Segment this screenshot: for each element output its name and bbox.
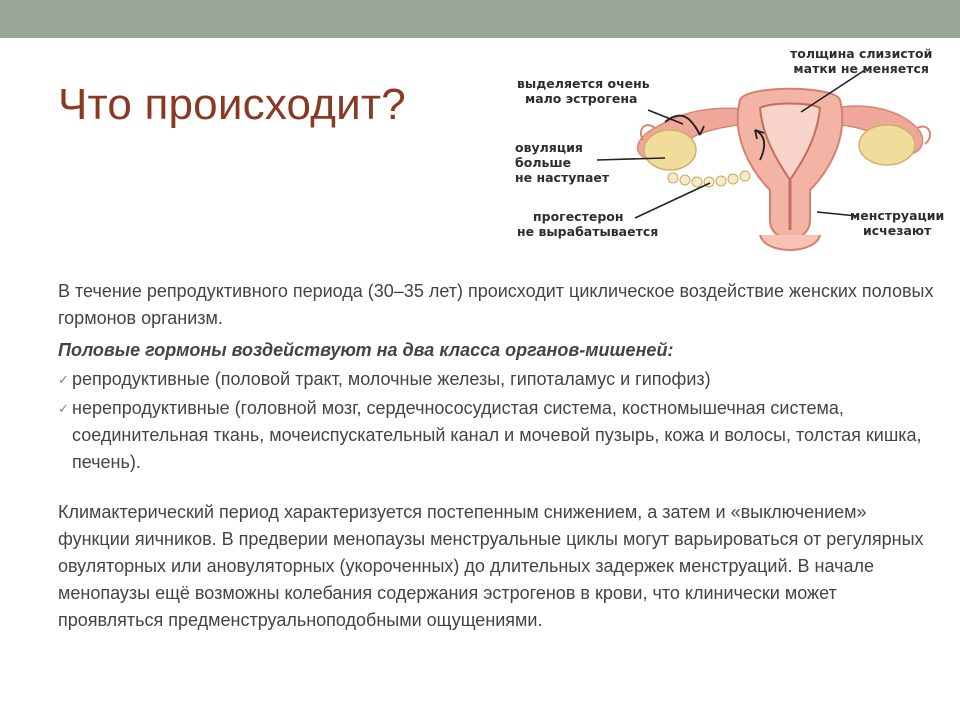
check-icon: ✓ [58,372,69,387]
slide-title: Что происходит? [58,80,406,129]
header-band [0,0,960,38]
intro-paragraph: В течение репродуктивного периода (30–35 лет) происходит циклическое воздействие женских половых гормонов организм. [58,281,934,328]
climacteric-paragraph: Климактерический период характеризуется постепенным снижением, а затем и «выключением» функции яичников. В предверии менопаузы менструальные циклы могут варьироваться от регулярных овуляторных или ановуляторных (укороченных) до длительных задержек менструаций. В начале менопаузы ещё возможны колебания содержания эстрогенов в крови, что клинически может проявляться предменструальноподобными ощущениями. [58,502,924,630]
label-estrogen: выделяется очень мало эстрогена [517,76,650,106]
subheading: Половые гормоны воздействуют на два класса органов-мишеней: [58,340,674,360]
bullet-reproductive: ✓ репродуктивные (половой тракт, молочные железы, гипоталамус и гипофиз) [58,366,938,393]
check-icon: ✓ [58,401,69,416]
uterus-illustration [505,40,950,265]
label-mucosa: толщина слизистой матки не меняется [790,46,933,76]
label-ovulation: овуляция больше не наступает [515,140,610,185]
bullet-nonreproductive: ✓ нерепродуктивные (головной мозг, сердечнососудистая система, костномышечная система, соединительная ткань, мочеиспускательный канал и мочевой пузырь, кожа и волосы, толстая кишка, печень). [58,395,938,476]
label-menstruation: менструации исчезают [850,208,945,238]
label-progesterone: прогестерон не вырабатывается [517,209,659,239]
slide-body [58,278,938,634]
